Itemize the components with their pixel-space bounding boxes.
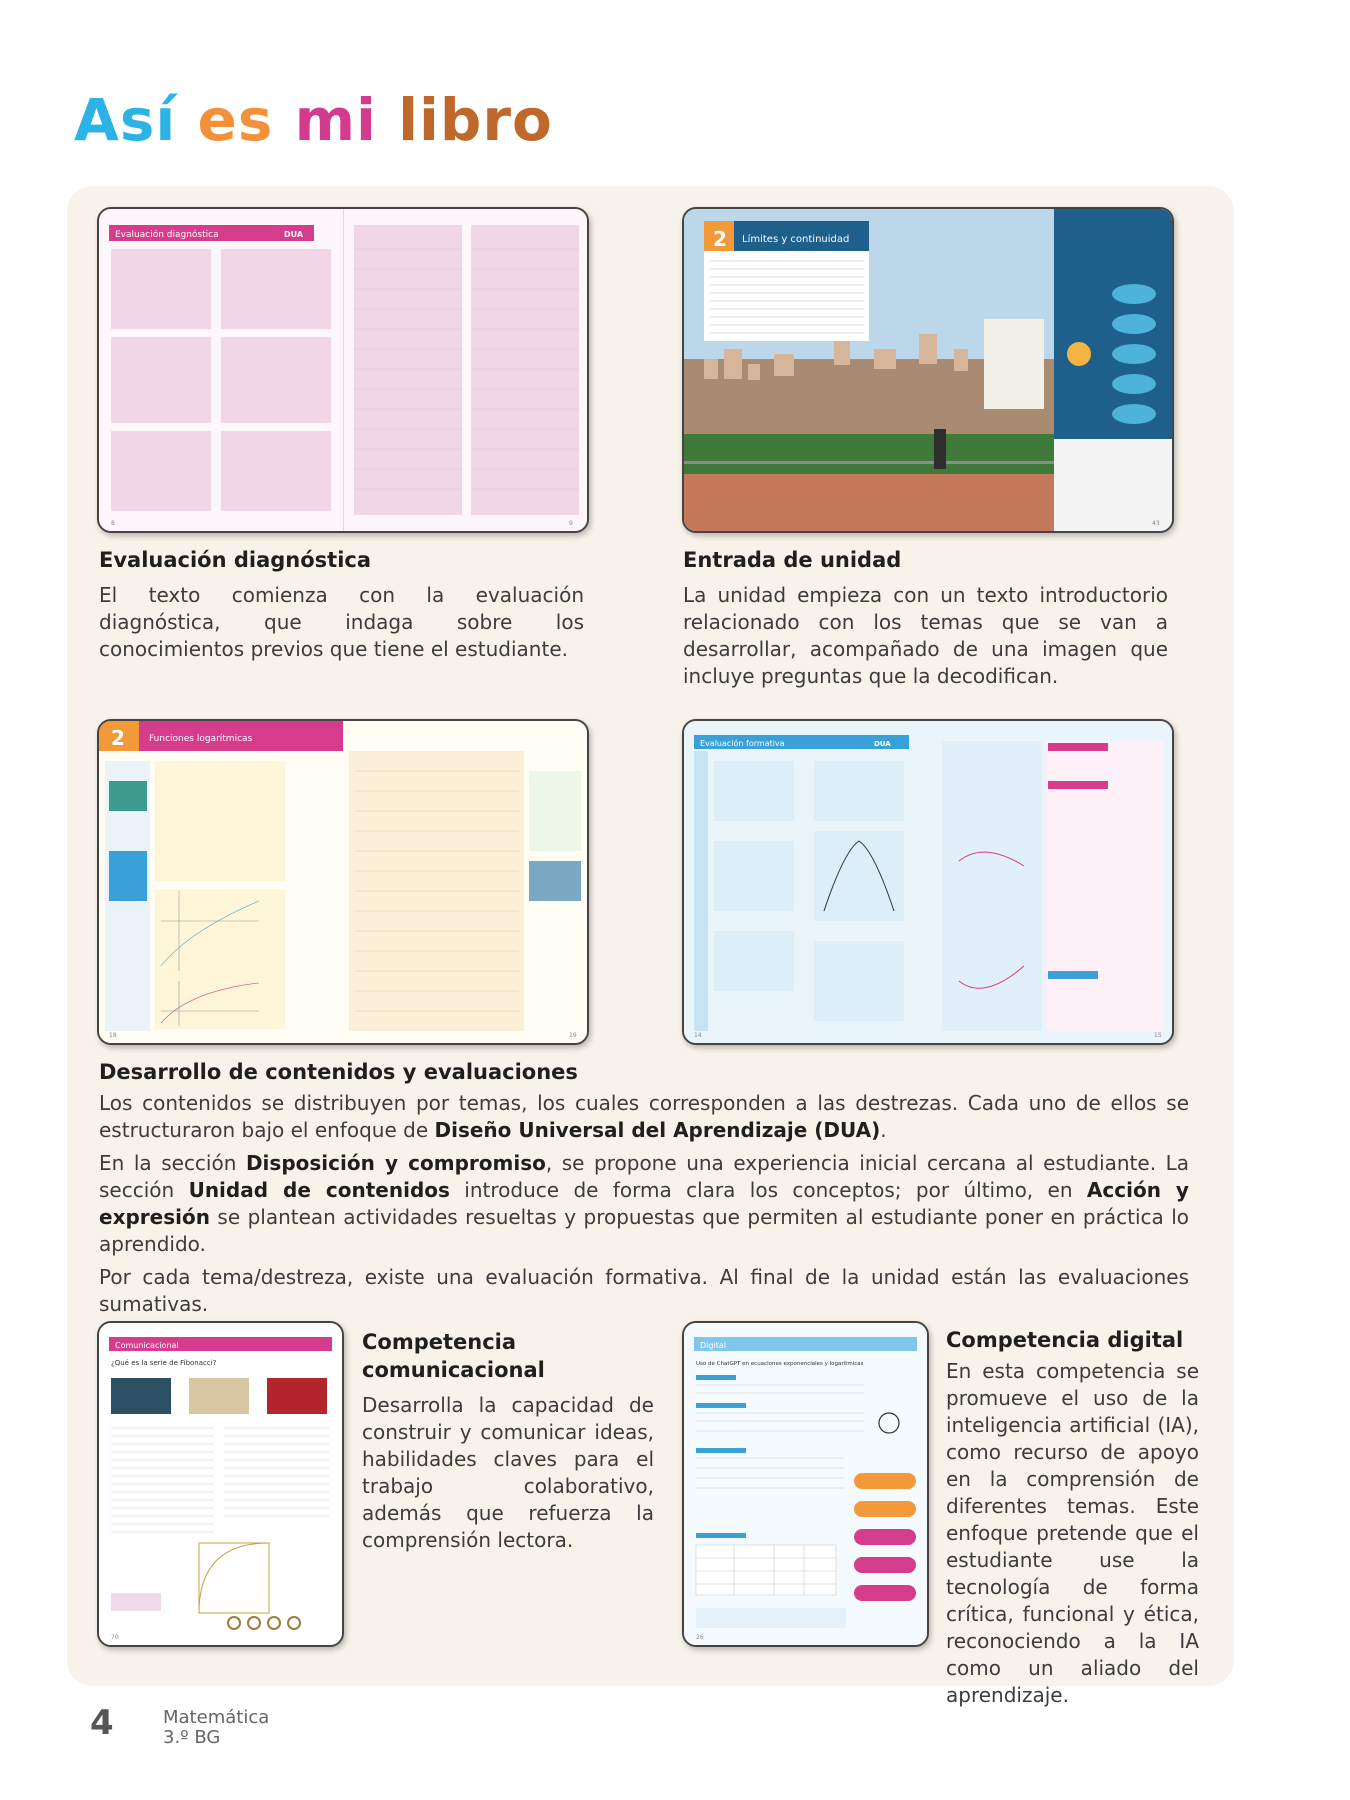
diagnostica-page-right: 9	[569, 520, 573, 527]
page-title	[74, 86, 553, 154]
digital-subtitle: Uso de ChatGPT en ecuaciones exponenciales y logarítmicas	[696, 1361, 864, 1367]
logaritmicas-number: 2	[111, 726, 125, 750]
title-word-1: Así	[74, 86, 177, 154]
formativa-badge: DUA	[874, 740, 891, 748]
diagnostica-header-text: Evaluación diagnóstica	[115, 230, 219, 240]
entrada-text: La unidad empieza con un texto introductorio relacionado con los temas que se van a desarrollar, acompañado de una imagen que incluye preguntas que la decodifican.	[683, 583, 1168, 688]
desarrollo-title: Desarrollo de contenidos y evaluaciones	[99, 1060, 578, 1084]
footer-subject-block	[163, 1708, 269, 1748]
desarrollo-p2-text-c: , se propone una experiencia inicial cercana al estudiante. La sección	[99, 1151, 1189, 1202]
desarrollo-p1-bold: Diseño Universal del Aprendizaje (DUA)	[434, 1118, 881, 1142]
footer-grade: 3.º BG	[163, 1727, 221, 1748]
entrada-spread-illustration	[684, 209, 1172, 531]
desarrollo-p2-bold-d: Unidad de contenidos	[188, 1178, 450, 1202]
diagnostica-page-left: 8	[111, 520, 115, 527]
comunicacional-page-illustration	[99, 1323, 342, 1645]
thumb-funciones-logaritmicas	[97, 719, 589, 1045]
thumb-evaluacion-diagnostica	[97, 207, 589, 533]
desarrollo-p2-text-a: En la sección	[99, 1151, 246, 1175]
formativa-page-left: 14	[694, 1032, 702, 1039]
diagnostica-title: Evaluación diagnóstica	[99, 548, 372, 572]
title-word-2: es	[197, 86, 274, 154]
digital-text: En esta competencia se promueve el uso de la inteligencia artificial (IA), como recurso de apoyo en la comprensión de diferentes temas. Este enfoque pretende que el estudiante use la tecnología de forma crítica, funcional y ética, reconociendo a la IA como un aliado del aprendizaje.	[946, 1359, 1199, 1707]
comunicacional-header: Comunicacional	[115, 1341, 179, 1350]
desarrollo-body	[99, 1090, 1189, 1324]
logaritmicas-page-left: 18	[109, 1032, 117, 1039]
entrada-page-right: 43	[1152, 520, 1160, 527]
comunicacional-question: ¿Qué es la serie de Fibonacci?	[111, 1359, 217, 1367]
desarrollo-paragraph-1	[99, 1090, 1189, 1144]
logaritmicas-spread-illustration	[99, 721, 587, 1043]
digital-header: Digital	[700, 1341, 726, 1350]
diagnostica-spread-illustration	[99, 209, 587, 531]
entrada-title: Entrada de unidad	[683, 548, 902, 572]
comunicacional-text: Desarrolla la capacidad de construir y comunicar ideas, habilidades claves para el trabajo colaborativo, además que refuerza la comprensión lectora.	[362, 1393, 654, 1552]
formativa-header: Evaluación formativa	[700, 739, 785, 748]
thumb-competencia-comunicacional	[97, 1321, 344, 1647]
desarrollo-p2-bold-b: Disposición y compromiso	[245, 1151, 546, 1175]
digital-page: 26	[696, 1634, 704, 1641]
desarrollo-p1-end: .	[880, 1118, 887, 1142]
footer-subject: Matemática	[163, 1707, 270, 1728]
thumb-evaluacion-formativa	[682, 719, 1174, 1045]
logaritmicas-header: Funciones logarítmicas	[149, 734, 253, 744]
comunicacional-title: Competencia comunicacional	[362, 1330, 545, 1382]
formativa-page-right: 15	[1154, 1032, 1162, 1039]
title-word-3: mi	[294, 86, 377, 154]
thumb-competencia-digital	[682, 1321, 929, 1647]
digital-page-illustration	[684, 1323, 927, 1645]
entrada-unit-label: Límites y continuidad	[742, 234, 850, 245]
desarrollo-p1-text: Los contenidos se distribuyen por temas, los cuales corresponden a las destrezas. Cada uno de ellos se estructuraron bajo el enfoque de	[99, 1091, 1189, 1142]
desarrollo-paragraph-3: Por cada tema/destreza, existe una evaluación formativa. Al final de la unidad están las evaluaciones sumativas.	[99, 1265, 1189, 1316]
desarrollo-p2-bold-f: Acción y expresión	[99, 1178, 1189, 1229]
thumb-entrada-unidad	[682, 207, 1174, 533]
comunicacional-page: 70	[111, 1634, 119, 1641]
desarrollo-p2-text-g: se plantean actividades resueltas y propuestas que permiten al estudiante poner en práctica lo aprendido.	[99, 1205, 1189, 1256]
diagnostica-text: El texto comienza con la evaluación diagnóstica, que indaga sobre los conocimientos previos que tiene el estudiante.	[99, 583, 584, 661]
title-word-4: libro	[398, 86, 553, 154]
desarrollo-paragraph-2	[99, 1150, 1189, 1258]
logaritmicas-page-right: 19	[569, 1032, 577, 1039]
formativa-spread-illustration	[684, 721, 1172, 1043]
page-number: 4	[90, 1703, 114, 1743]
diagnostica-badge: DUA	[284, 230, 304, 239]
entrada-unit-number: 2	[713, 227, 727, 251]
desarrollo-p2-text-e: introduce de forma clara los conceptos; por último, en	[449, 1178, 1087, 1202]
digital-title: Competencia digital	[946, 1328, 1184, 1352]
